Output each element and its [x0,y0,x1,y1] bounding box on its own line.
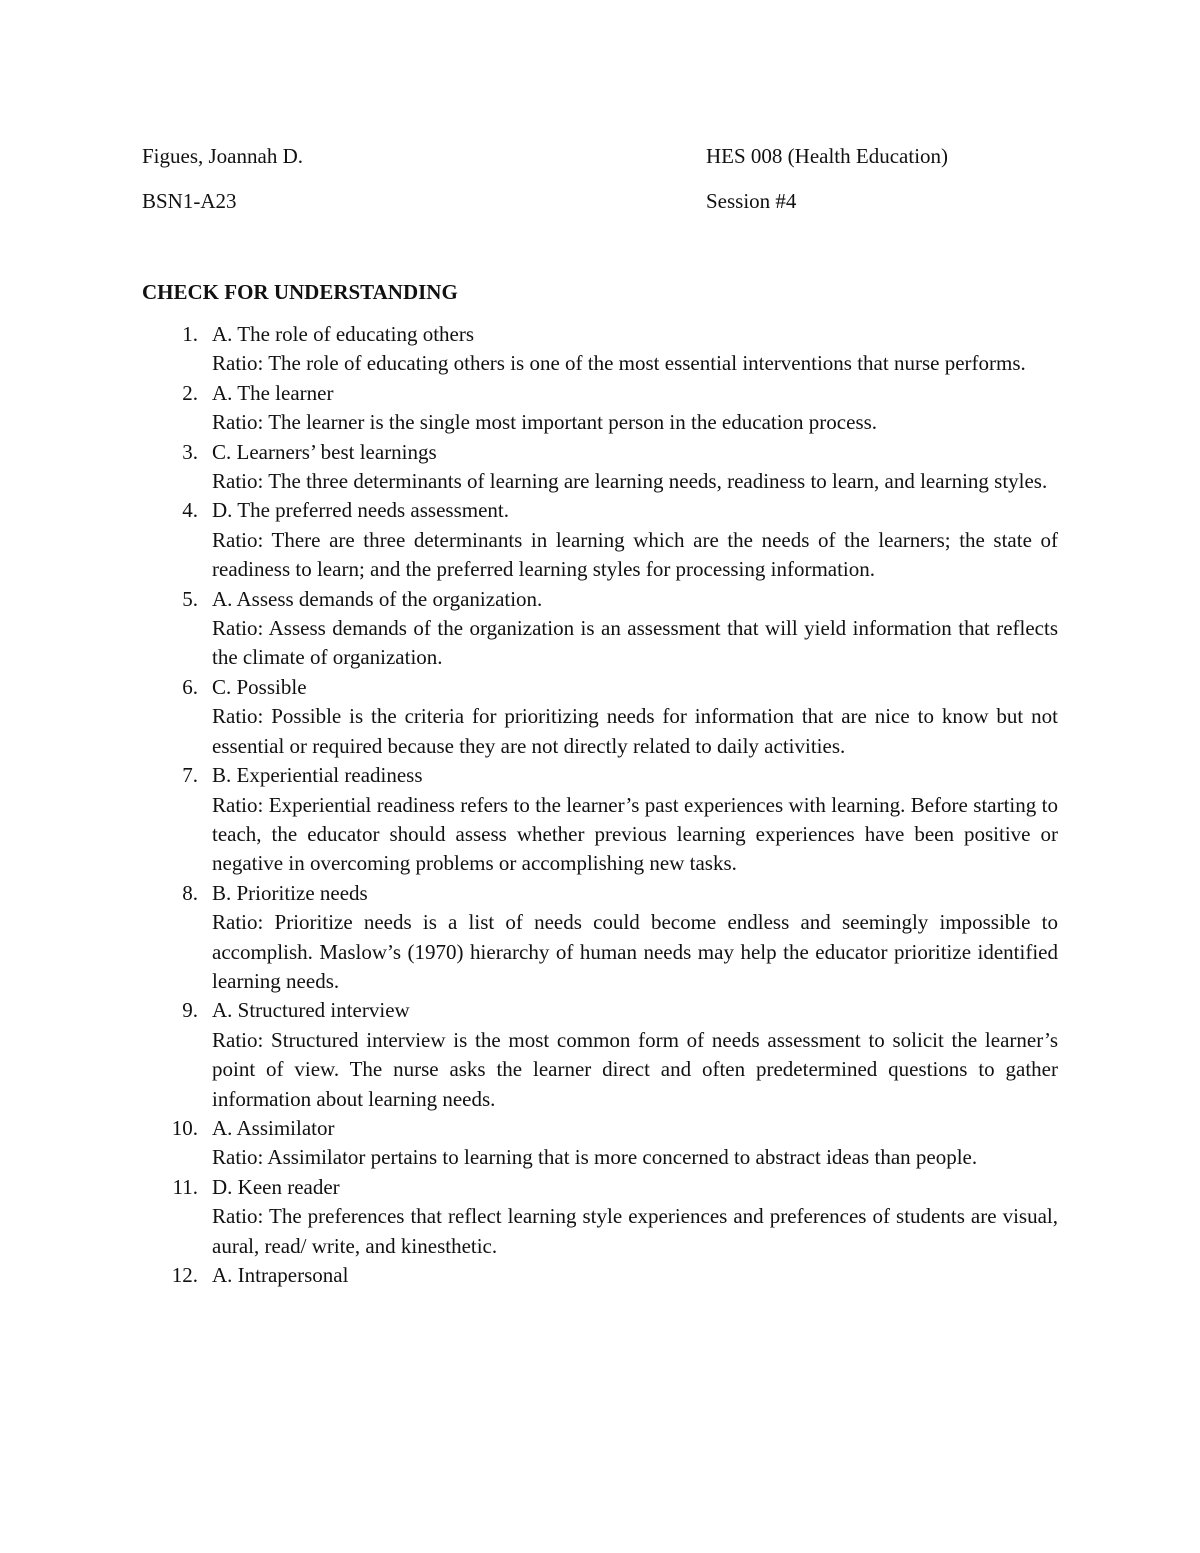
list-item [142,1114,1058,1173]
item-number: 6. [182,674,198,699]
item-number: 2. [182,380,198,405]
item-answer: A. Structured interview [212,998,410,1023]
course-title: HES 008 (Health Education) [706,144,949,168]
item-number: 4. [182,498,198,523]
item-number: 1. [182,322,198,346]
item-ratio: Ratio: The learner is the single most important person in the education process. [212,410,878,435]
item-ratio: Ratio: Assimilator pertains to learning that is more concerned to abstract ideas than people. [212,1145,978,1170]
item-ratio: Ratio: The role of educating others is one of the most essential interventions that nurse performs. [212,351,1026,376]
item-ratio: Ratio: The three determinants of learning are learning needs, readiness to learn, and learning styles. [212,469,1048,494]
item-answer: A. Assess demands of the organization. [212,586,543,611]
item-ratio: Ratio: Possible is the criteria for prioritizing needs for information that are nice to know but not essential or required because they are not directly related to daily activities. [212,704,1058,758]
session-number: Session #4 [706,189,797,213]
item-answer: A. The learner [212,380,334,405]
list-item [142,438,1058,497]
list-item [142,879,1058,997]
section-heading: CHECK FOR UNDERSTANDING [142,280,458,304]
item-answer: B. Prioritize needs [212,880,368,905]
item-ratio: Ratio: Structured interview is the most common form of needs assessment to solicit the learner’s point of view. The nurse asks the learner direct and often predetermined questions to gather information about learning needs. [212,1027,1058,1111]
list-item [142,585,1058,673]
list-item [142,761,1058,879]
item-number: 12. [171,1263,198,1287]
list-item [142,320,1058,379]
list-item [142,379,1058,438]
item-answer: D. The preferred needs assessment. [212,498,510,523]
item-answer: A. Assimilator [212,1115,335,1140]
item-number: 3. [182,439,198,464]
student-section: BSN1-A23 [142,189,237,213]
item-ratio: Ratio: Experiential readiness refers to the learner’s past experiences with learning. Before starting to teach, the educator should assess whether previous learning experiences have been positive or negative in overcoming problems or accomplishing new tasks. [212,792,1058,876]
item-ratio: Ratio: There are three determinants in learning which are the needs of the learners; the state of readiness to learn; and the preferred learning styles for processing information. [212,527,1058,582]
item-number: 5. [182,586,198,611]
header-row-1 [142,141,1062,171]
item-ratio: Ratio: Assess demands of the organization is an assessment that will yield information that reflects the climate of organization. [212,616,1058,670]
list-item [142,1261,1058,1290]
list-item [142,996,1058,1114]
list-item [142,673,1058,761]
item-number: 7. [182,763,198,788]
answer-list [142,320,1058,1290]
item-ratio: Ratio: Prioritize needs is a list of needs could become endless and seemingly impossible to accomplish. Maslow’s (1970) hierarchy of human needs may help the educator prioritize identified learning needs. [212,910,1058,993]
item-answer: C. Possible [212,674,307,699]
item-answer: D. Keen reader [212,1174,340,1199]
header-row-2 [142,186,1062,216]
item-ratio: Ratio: The preferences that reflect learning style experiences and preferences of students are visual, aural, read/ write, and kinesthetic. [212,1204,1058,1258]
item-number: 9. [182,998,198,1023]
list-item [142,1173,1058,1261]
item-answer: C. Learners’ best learnings [212,439,437,464]
item-answer: A. The role of educating others [212,322,475,346]
item-number: 11. [172,1174,198,1199]
item-answer: B. Experiential readiness [212,763,423,788]
item-number: 10. [171,1115,198,1140]
student-name: Figues, Joannah D. [142,144,303,168]
list-item [142,496,1058,584]
item-number: 8. [182,880,198,905]
item-answer: A. Intrapersonal [212,1263,349,1287]
